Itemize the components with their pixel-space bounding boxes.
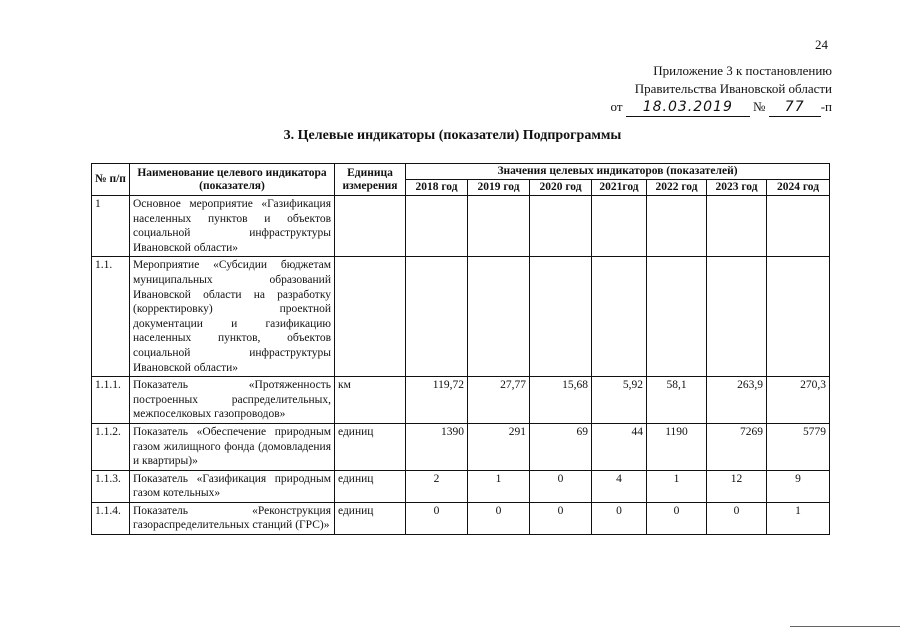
row-num: 1.1.3. [92, 470, 130, 502]
row-name: Мероприятие «Субсидии бюджетам муниципальных образований Ивановской области на разработку (корректировку) проектной документации и газификацию населенных пунктов, объектов социальной инфраструктуры Ивановской области» [130, 257, 335, 377]
row-unit [335, 257, 406, 377]
appendix-line-2: Правительства Ивановской области [634, 81, 832, 96]
table-row [92, 196, 830, 257]
row-value: 5779 [767, 423, 830, 470]
page-title: 3. Целевые индикаторы (показатели) Подпрограммы [283, 128, 622, 143]
table-row [92, 470, 830, 502]
header-year: 2019 год [468, 180, 530, 196]
row-num: 1 [92, 196, 130, 257]
header-values-group: Значения целевых индикаторов (показателей) [406, 164, 830, 180]
row-value: 0 [647, 502, 707, 534]
row-value [468, 257, 530, 377]
row-num: 1.1.2. [92, 423, 130, 470]
row-value: 9 [767, 470, 830, 502]
row-value [406, 257, 468, 377]
header-year: 2020 год [530, 180, 592, 196]
header-year: 2018 год [406, 180, 468, 196]
row-value [767, 196, 830, 257]
row-name: Основное мероприятие «Газификация населенных пунктов и объектов социальной инфраструктуры Ивановской области» [130, 196, 335, 257]
row-value: 0 [468, 502, 530, 534]
row-value: 1 [647, 470, 707, 502]
indicators-table [91, 163, 830, 535]
header-year: 2024 год [767, 180, 830, 196]
row-value: 44 [592, 423, 647, 470]
appendix-line-1: Приложение 3 к постановлению [653, 63, 832, 78]
header-unit: Единица измерения [335, 164, 406, 196]
row-unit: единиц [335, 423, 406, 470]
appendix-date-line [611, 98, 832, 117]
row-value: 15,68 [530, 377, 592, 424]
row-value: 270,3 [767, 377, 830, 424]
header-year: 2021год [592, 180, 647, 196]
row-value [406, 196, 468, 257]
row-unit: единиц [335, 470, 406, 502]
row-value [468, 196, 530, 257]
row-unit: единиц [335, 502, 406, 534]
row-value: 2 [406, 470, 468, 502]
row-value: 1190 [647, 423, 707, 470]
row-value [592, 196, 647, 257]
row-value: 1 [468, 470, 530, 502]
row-value [767, 257, 830, 377]
row-name: Показатель «Протяженность построенных распределительных, межпоселковых газопроводов» [130, 377, 335, 424]
row-name: Показатель «Обеспечение природным газом жилищного фонда (домовладения и квартиры)» [130, 423, 335, 470]
appendix-header [611, 62, 832, 117]
row-name: Показатель «Газификация природным газом котельных» [130, 470, 335, 502]
footer-divider [790, 626, 900, 627]
row-value: 0 [530, 470, 592, 502]
row-value: 0 [530, 502, 592, 534]
appendix-from-label: от [610, 99, 623, 114]
row-name: Показатель «Реконструкция газораспределительных станций (ГРС)» [130, 502, 335, 534]
row-value: 4 [592, 470, 647, 502]
row-value: 0 [707, 502, 767, 534]
row-value [647, 257, 707, 377]
row-num: 1.1.4. [92, 502, 130, 534]
row-value [530, 257, 592, 377]
row-value [592, 257, 647, 377]
table-row [92, 502, 830, 534]
row-value [530, 196, 592, 257]
row-num: 1.1. [92, 257, 130, 377]
row-value: 12 [707, 470, 767, 502]
header-num: № п/п [92, 164, 130, 196]
appendix-date: 18.03.2019 [626, 98, 750, 117]
row-unit [335, 196, 406, 257]
row-value: 27,77 [468, 377, 530, 424]
header-name: Наименование целевого индикатора (показателя) [130, 164, 335, 196]
header-year: 2023 год [707, 180, 767, 196]
header-year: 2022 год [647, 180, 707, 196]
row-value: 0 [406, 502, 468, 534]
row-value: 7269 [707, 423, 767, 470]
appendix-number: 77 [769, 98, 821, 117]
table-row [92, 423, 830, 470]
row-unit: км [335, 377, 406, 424]
row-value [707, 257, 767, 377]
row-value: 1390 [406, 423, 468, 470]
row-num: 1.1.1. [92, 377, 130, 424]
row-value: 291 [468, 423, 530, 470]
appendix-suffix: -п [820, 99, 832, 114]
row-value: 69 [530, 423, 592, 470]
row-value: 58,1 [647, 377, 707, 424]
table-row [92, 377, 830, 424]
appendix-number-label: № [753, 99, 766, 114]
row-value: 263,9 [707, 377, 767, 424]
page-number: 24 [815, 37, 828, 52]
row-value: 1 [767, 502, 830, 534]
row-value [647, 196, 707, 257]
table-row [92, 257, 830, 377]
row-value: 5,92 [592, 377, 647, 424]
row-value: 0 [592, 502, 647, 534]
row-value [707, 196, 767, 257]
row-value: 119,72 [406, 377, 468, 424]
